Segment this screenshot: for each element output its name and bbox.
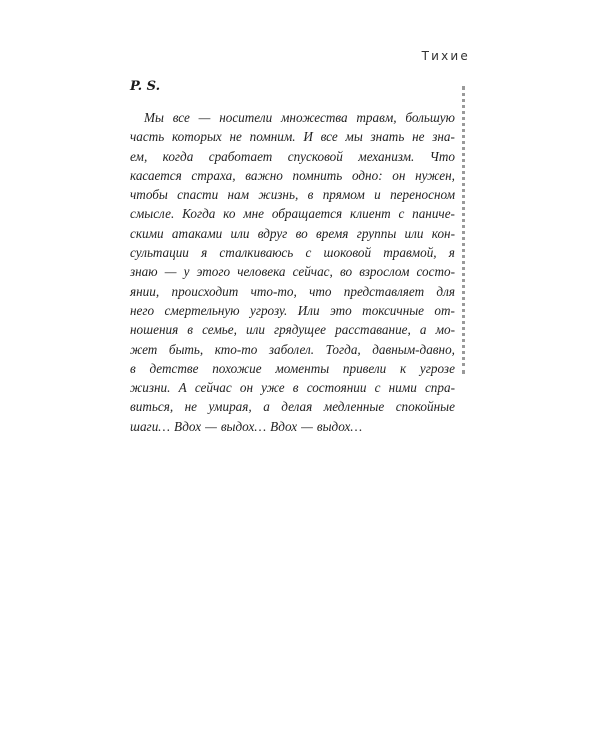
body-paragraph — [130, 108, 455, 436]
dotted-margin-rule — [462, 86, 465, 374]
paragraph-word: с — [374, 380, 381, 396]
paragraph-word: состо- — [416, 264, 455, 280]
paragraph-word: касается — [130, 167, 182, 183]
paragraph-word: важно — [245, 167, 283, 183]
paragraph-word: жизни. — [130, 380, 171, 396]
paragraph-word: выдох… — [220, 418, 267, 434]
paragraph-word: что — [309, 283, 332, 299]
paragraph-word: множества — [280, 110, 348, 125]
paragraph-word: уже — [261, 380, 285, 396]
paragraph-word: Вдох — [174, 418, 202, 434]
paragraph-word: помним. — [249, 129, 296, 145]
paragraph-word: мо- — [435, 322, 455, 338]
paragraph-line — [130, 243, 455, 262]
paragraph-word: — — [198, 110, 211, 125]
paragraph-word: быть, — [168, 341, 204, 357]
paragraph-word: к — [400, 360, 407, 376]
paragraph-word: человека — [237, 264, 286, 280]
paragraph-word: вдруг — [257, 225, 288, 241]
paragraph-word: помнить — [292, 167, 343, 183]
paragraph-word: расставание, — [335, 322, 411, 338]
paragraph-word: детстве — [149, 360, 199, 376]
paragraph-word: а — [263, 399, 270, 415]
paragraph-line — [130, 262, 455, 281]
paragraph-word: в — [292, 380, 299, 396]
paragraph-word: сработает — [208, 148, 273, 164]
paragraph-word: представляет — [343, 283, 425, 299]
paragraph-word: привели — [342, 360, 387, 376]
paragraph-word: — — [205, 418, 217, 434]
paragraph-word: спокойные — [395, 399, 455, 415]
paragraph-line — [130, 301, 455, 320]
paragraph-word: время — [316, 225, 349, 241]
paragraph-word: большую — [405, 110, 455, 125]
paragraph-word: мы — [345, 129, 363, 145]
paragraph-line — [130, 340, 455, 359]
paragraph-word: спусковой — [287, 148, 343, 164]
paragraph-word: и — [374, 187, 381, 203]
paragraph-word: выдох… — [316, 418, 363, 434]
paragraph-word: нам — [227, 187, 250, 203]
paragraph-line — [130, 224, 455, 243]
paragraph-word: нужен, — [415, 167, 455, 183]
paragraph-word: обращается — [271, 206, 343, 222]
paragraph-line — [130, 166, 455, 185]
paragraph-word: мне — [243, 206, 265, 222]
paragraph-word: когда — [162, 148, 194, 164]
paragraph-line — [130, 127, 455, 146]
paragraph-line — [130, 282, 455, 301]
paragraph-word: ем, — [130, 148, 148, 164]
paragraph-word: прямом — [322, 187, 365, 203]
paragraph-word: И — [303, 129, 313, 145]
paragraph-word: взрослом — [359, 264, 410, 280]
paragraph-word: А — [178, 380, 187, 396]
paragraph-word: виться, — [130, 399, 174, 415]
paragraph-word: — — [164, 264, 177, 280]
paragraph-word: шоковой — [323, 245, 372, 261]
paragraph-word: спра- — [424, 380, 455, 396]
paragraph-word: делая — [281, 399, 313, 415]
paragraph-word: ношения — [130, 322, 179, 338]
paragraph-word: зна- — [432, 129, 455, 145]
paragraph-word: Тогда, — [325, 341, 361, 357]
paragraph-word: шаги… — [130, 418, 171, 434]
section-heading: P. S. — [130, 79, 161, 94]
paragraph-line — [130, 378, 455, 397]
paragraph-word: — — [301, 418, 313, 434]
paragraph-word: все — [320, 129, 338, 145]
paragraph-word: янии, — [130, 283, 160, 299]
paragraph-word: сталкиваюсь — [219, 245, 294, 261]
paragraph-line — [130, 417, 455, 436]
paragraph-word: медленные — [323, 399, 385, 415]
paragraph-word: клиент — [349, 206, 391, 222]
paragraph-word: не — [412, 129, 425, 145]
paragraph-word: состоянии — [306, 380, 367, 396]
paragraph-word: него — [130, 302, 155, 318]
paragraph-line — [130, 320, 455, 339]
paragraph-line — [130, 108, 455, 127]
paragraph-word: похожие — [212, 360, 262, 376]
paragraph-word: кон- — [431, 225, 455, 241]
paragraph-word: атаками — [171, 225, 223, 241]
paragraph-line — [130, 359, 455, 378]
paragraph-word: это — [330, 302, 352, 318]
paragraph-word: спасти — [177, 187, 219, 203]
paragraph-word: сейчас — [194, 380, 232, 396]
paragraph-line — [130, 185, 455, 204]
paragraph-word: моменты — [275, 360, 330, 376]
paragraph-word: знаю — [130, 264, 158, 280]
paragraph-word: группы — [356, 225, 397, 241]
paragraph-word: ними — [388, 380, 417, 396]
paragraph-word: смысле. — [130, 206, 175, 222]
paragraph-word: для — [436, 283, 455, 299]
paragraph-word: часть — [130, 129, 165, 145]
paragraph-word: в — [187, 322, 194, 338]
paragraph-word: он — [392, 167, 406, 183]
paragraph-word: грядущее — [274, 322, 327, 338]
paragraph-word: не — [229, 129, 242, 145]
paragraph-word: этого — [196, 264, 231, 280]
paragraph-word: Когда — [182, 206, 216, 222]
paragraph-word: паниче- — [412, 206, 455, 222]
paragraph-word: переносном — [390, 187, 455, 203]
paragraph-word: сультации — [130, 245, 189, 261]
paragraph-word: смертельную — [164, 302, 240, 318]
paragraph-line — [130, 397, 455, 416]
paragraph-word: знать — [370, 129, 405, 145]
paragraph-word: Или — [297, 302, 320, 318]
paragraph-word: кто-то — [214, 341, 258, 357]
paragraph-word: все — [172, 110, 190, 125]
paragraph-line — [130, 147, 455, 166]
paragraph-word: травмой, — [383, 245, 437, 261]
paragraph-word: умирая, — [208, 399, 252, 415]
paragraph-word: заболел. — [268, 341, 315, 357]
paragraph-word: ко — [223, 206, 236, 222]
paragraph-word: Что — [429, 148, 455, 164]
paragraph-word: жизнь, — [258, 187, 299, 203]
paragraph-word: я — [201, 245, 208, 261]
paragraph-word: которых — [172, 129, 222, 145]
paragraph-word: механизм. — [358, 148, 415, 164]
paragraph-line — [130, 204, 455, 223]
paragraph-word: с — [398, 206, 405, 222]
paragraph-word: у — [183, 264, 190, 280]
paragraph-word: с — [305, 245, 312, 261]
paragraph-word: во — [295, 225, 308, 241]
paragraph-word: или — [245, 322, 265, 338]
paragraph-word: семье, — [202, 322, 237, 338]
paragraph-word: жет — [130, 341, 158, 357]
paragraph-word: от- — [434, 302, 455, 318]
paragraph-word: сейчас, — [292, 264, 333, 280]
paragraph-word: в — [307, 187, 314, 203]
paragraph-word: скими — [130, 225, 164, 241]
paragraph-word: угрозе — [419, 360, 455, 376]
paragraph-word: страха, — [191, 167, 236, 183]
paragraph-word: или — [404, 225, 424, 241]
paragraph-word: я — [448, 245, 455, 261]
paragraph-word: угрозу. — [249, 302, 288, 318]
paragraph-word: травм, — [356, 110, 397, 125]
paragraph-word: Вдох — [270, 418, 298, 434]
paragraph-word: не — [184, 399, 198, 415]
running-head-title: Тихие — [421, 49, 470, 63]
paragraph-word: одно: — [351, 167, 383, 183]
paragraph-word: а — [419, 322, 427, 338]
paragraph-word: или — [230, 225, 250, 241]
paragraph-word: в — [130, 360, 136, 376]
paragraph-word: чтобы — [130, 187, 168, 203]
paragraph-word: он — [239, 380, 253, 396]
paragraph-word: носители — [219, 110, 273, 125]
paragraph-word: во — [339, 264, 353, 280]
paragraph-word: что-то, — [250, 283, 297, 299]
paragraph-word: токсичные — [362, 302, 425, 318]
paragraph-word: Мы — [144, 110, 164, 125]
paragraph-word: происходит — [171, 283, 239, 299]
paragraph-word: давным-давно, — [372, 341, 455, 357]
